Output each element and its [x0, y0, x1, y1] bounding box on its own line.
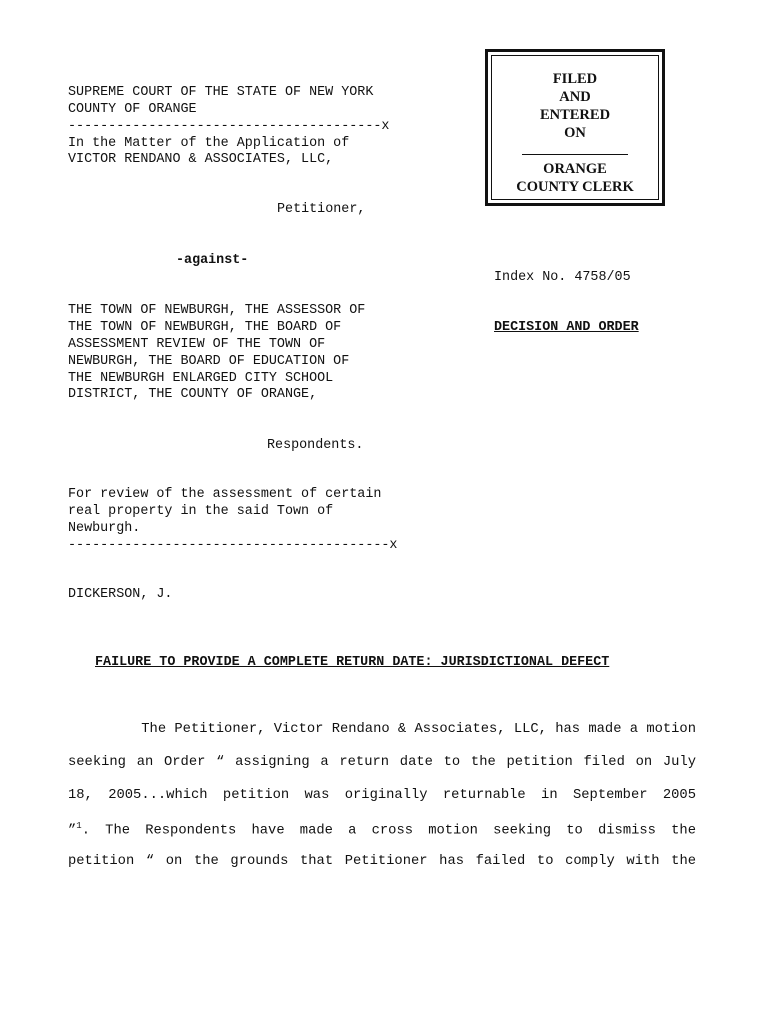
caption-divider-top: ---------------------------------------x: [68, 119, 390, 134]
petitioner-label: Petitioner,: [277, 202, 366, 217]
stamp-and: AND: [559, 89, 591, 105]
index-number: Index No. 4758/05: [494, 270, 631, 285]
respondents-label: Respondents.: [267, 438, 364, 453]
against-label: -against-: [176, 253, 249, 268]
body-line-1: The Petitioner, Victor Rendano & Associates, LLC, has made a motion: [141, 722, 696, 737]
stamp-date-rule: [522, 154, 628, 155]
closing-quote: ”: [68, 823, 77, 839]
stamp-county-clerk: COUNTY CLERK: [516, 179, 634, 195]
review-line-3: Newburgh.: [68, 521, 141, 536]
matter-line-2: VICTOR RENDANO & ASSOCIATES, LLC,: [68, 152, 334, 167]
review-line-1: For review of the assessment of certain: [68, 487, 382, 502]
matter-line-1: In the Matter of the Application of: [68, 136, 350, 151]
footnote-ref[interactable]: 1: [76, 821, 82, 831]
filed-stamp-inner: [491, 55, 659, 200]
section-heading: FAILURE TO PROVIDE A COMPLETE RETURN DATE: JURISDICTIONAL DEFECT: [95, 655, 610, 670]
body-line-2: seeking an Order “ assigning a return date to the petition filed on July: [68, 755, 696, 770]
body-line-3: 18, 2005...which petition was originally returnable in September 2005: [68, 788, 696, 803]
respondents-line-4: NEWBURGH, THE BOARD OF EDUCATION OF: [68, 354, 350, 369]
judge-name: DICKERSON, J.: [68, 587, 173, 602]
caption-divider-bottom: ----------------------------------------x: [68, 538, 398, 553]
respondents-line-6: DISTRICT, THE COUNTY OF ORANGE,: [68, 387, 318, 402]
stamp-entered: ENTERED: [539, 107, 611, 123]
respondents-line-5: THE NEWBURGH ENLARGED CITY SCHOOL: [68, 371, 334, 386]
respondents-line-2: THE TOWN OF NEWBURGH, THE BOARD OF: [68, 320, 342, 335]
body-line-4-text: . The Respondents have made a cross motion seeking to dismiss the: [81, 823, 696, 839]
stamp-orange: ORANGE: [543, 161, 607, 177]
respondents-line-1: THE TOWN OF NEWBURGH, THE ASSESSOR OF: [68, 303, 366, 318]
court-name: SUPREME COURT OF THE STATE OF NEW YORK: [68, 85, 374, 100]
body-line-4: [68, 821, 696, 839]
county-name: COUNTY OF ORANGE: [68, 102, 197, 117]
review-line-2: real property in the said Town of: [68, 504, 334, 519]
filed-stamp: [485, 49, 665, 206]
stamp-filed: FILED: [552, 71, 598, 87]
body-line-5: petition “ on the grounds that Petitioner has failed to comply with the: [68, 854, 696, 869]
stamp-on: ON: [564, 125, 586, 141]
decision-and-order-title: DECISION AND ORDER: [494, 320, 639, 335]
respondents-line-3: ASSESSMENT REVIEW OF THE TOWN OF: [68, 337, 326, 352]
